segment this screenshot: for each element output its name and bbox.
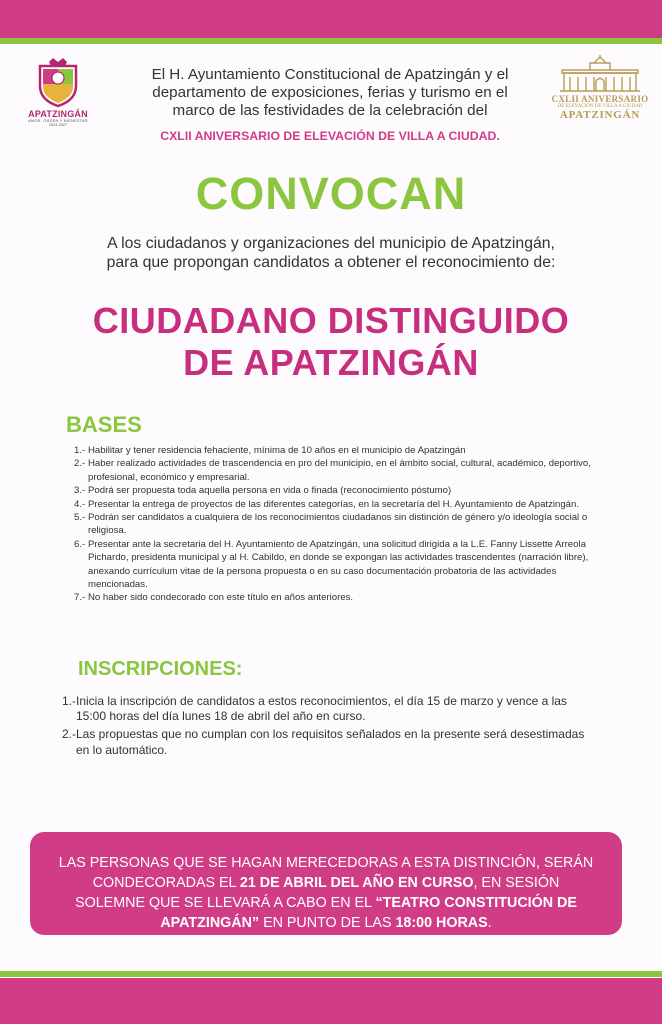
item-number: 6.- xyxy=(74,538,86,550)
callout-line xyxy=(40,913,612,933)
callout-text: CONDECORADAS EL xyxy=(92,875,240,891)
anniversary-city: APATZINGÁN xyxy=(559,109,641,121)
municipal-logo xyxy=(18,58,98,127)
award-title-line: DE APATZINGÁN xyxy=(183,342,479,383)
convocan-heading: CONVOCAN xyxy=(195,168,467,219)
item-number: 2.- xyxy=(62,727,77,742)
item-number: 2.- xyxy=(74,458,86,470)
item-number: 1.- xyxy=(62,694,77,708)
award-title-line: CIUDADANO DISTINGUIDO xyxy=(92,300,570,341)
callout-line: LAS PERSONAS QUE SE HAGAN MERECEDORAS A ESTA DISTINCIÓN, SERÁN xyxy=(58,855,594,871)
item-text: Las propuestas que no cumplan con los requisitos señalados en la presente será desestimadas en lo automático. xyxy=(76,727,585,757)
logo-brand-text: APATZINGÁN xyxy=(28,109,88,119)
item-number: 5.- xyxy=(74,512,86,524)
item-text: Podrá ser propuesta toda aquella persona en vida o finada (reconocimiento póstumo) xyxy=(88,485,452,497)
bases-list xyxy=(74,444,598,605)
anniversary-title: CXLII ANIVERSARIO xyxy=(551,94,649,104)
item-text: Podrán ser candidatos a cualquiera de los reconocimientos ciudadanos sin distinción de género y/o ideología social o religiosa. xyxy=(88,512,588,537)
callout-text: . xyxy=(487,915,492,931)
item-number: 1.- xyxy=(74,445,86,456)
item-number: 3.- xyxy=(74,485,86,497)
item-number: 4.- xyxy=(74,498,86,510)
list-item xyxy=(74,484,598,497)
item-number: 7.- xyxy=(74,592,86,604)
ceremony-date: 21 DE ABRIL DEL AÑO EN CURSO xyxy=(239,875,474,891)
municipal-shield-icon xyxy=(35,58,81,108)
intro-highlight: CXLII ANIVERSARIO DE ELEVACIÓN DE VILLA A CIUDAD. xyxy=(160,129,500,143)
callout-line xyxy=(40,893,612,913)
bottom-green-stripe xyxy=(0,971,662,977)
item-text: Habilitar y tener residencia fehaciente, mínima de 10 años en el municipio de Apatzingán xyxy=(88,445,466,456)
award-title xyxy=(0,300,662,384)
addressed-line: para que propongan candidatos a obtener el reconocimiento de: xyxy=(106,254,556,271)
top-green-stripe xyxy=(0,38,662,44)
ceremony-venue: “TEATRO CONSTITUCIÓN DE xyxy=(375,895,577,911)
callout-text: SOLEMNE QUE SE LLEVARÁ A CABO EN EL xyxy=(75,895,376,911)
intro-line: El H. Ayuntamiento Constitucional de Apatzingán y el xyxy=(151,66,509,83)
list-item xyxy=(74,538,598,592)
ceremony-time: 18:00 HORAS xyxy=(395,915,488,931)
bases-heading: BASES xyxy=(66,412,142,437)
logo-years-text: 2024-2027 xyxy=(48,123,68,127)
list-item xyxy=(74,591,598,604)
top-magenta-band xyxy=(0,0,662,38)
logo-motto-text: AMOR, ORDEN Y BIENESTAR xyxy=(28,119,88,123)
item-text: Presentar ante la secretaria del H. Ayuntamiento de Apatzingán, una solicitud dirigida a la L.E. Fanny Lissette Arreola Pichardo, presidenta municipal y al H. Cabildo, en donde se expongan las actividades trascendentes (narración libre), anexando currículum vitae de la persona propuesta o en su caso documentación probatoria de las actividades mencionadas. xyxy=(88,538,589,591)
item-text: Inicia la inscripción de candidatos a estos reconocimientos, el día 15 de marzo y vence a las 15:00 horas del día lunes 18 de abril del año en curso. xyxy=(76,694,567,724)
list-item xyxy=(62,727,586,757)
addressed-paragraph xyxy=(30,234,632,272)
intro-paragraph xyxy=(110,66,550,145)
list-item xyxy=(74,511,598,538)
bottom-magenta-band xyxy=(0,978,662,1024)
list-item xyxy=(62,694,586,724)
item-text: Haber realizado actividades de trascendencia en pro del municipio, en el ámbito social, cultural, académico, deportivo, profesional, económico y empresarial. xyxy=(88,458,591,483)
list-item xyxy=(74,498,598,511)
item-text: Presentar la entrega de proyectos de las diferentes categorías, en la secretaría del H. Ayuntamiento de Apatzingán. xyxy=(88,498,580,510)
list-item xyxy=(74,457,598,484)
ceremony-venue: APATZINGÁN” xyxy=(160,915,260,931)
inscripciones-list xyxy=(62,694,586,761)
intro-line: departamento de exposiciones, ferias y turismo en el xyxy=(152,84,508,101)
ceremony-callout-text xyxy=(40,853,612,933)
intro-line: marco de las festividades de la celebración del xyxy=(172,102,488,119)
anniversary-subtitle: DE ELEVACIÓN DE VILLA A CIUDAD xyxy=(557,104,643,109)
government-palace-icon xyxy=(558,55,642,93)
callout-line xyxy=(40,873,612,893)
callout-text: EN PUNTO DE LAS xyxy=(259,915,396,931)
addressed-line: A los ciudadanos y organizaciones del municipio de Apatzingán, xyxy=(107,235,555,252)
list-item xyxy=(74,444,598,457)
inscripciones-heading: INSCRIPCIONES: xyxy=(78,658,243,680)
item-text: No haber sido condecorado con este título en años anteriores. xyxy=(88,592,354,604)
anniversary-logo xyxy=(548,55,652,121)
callout-text: , EN SESIÓN xyxy=(473,875,560,891)
